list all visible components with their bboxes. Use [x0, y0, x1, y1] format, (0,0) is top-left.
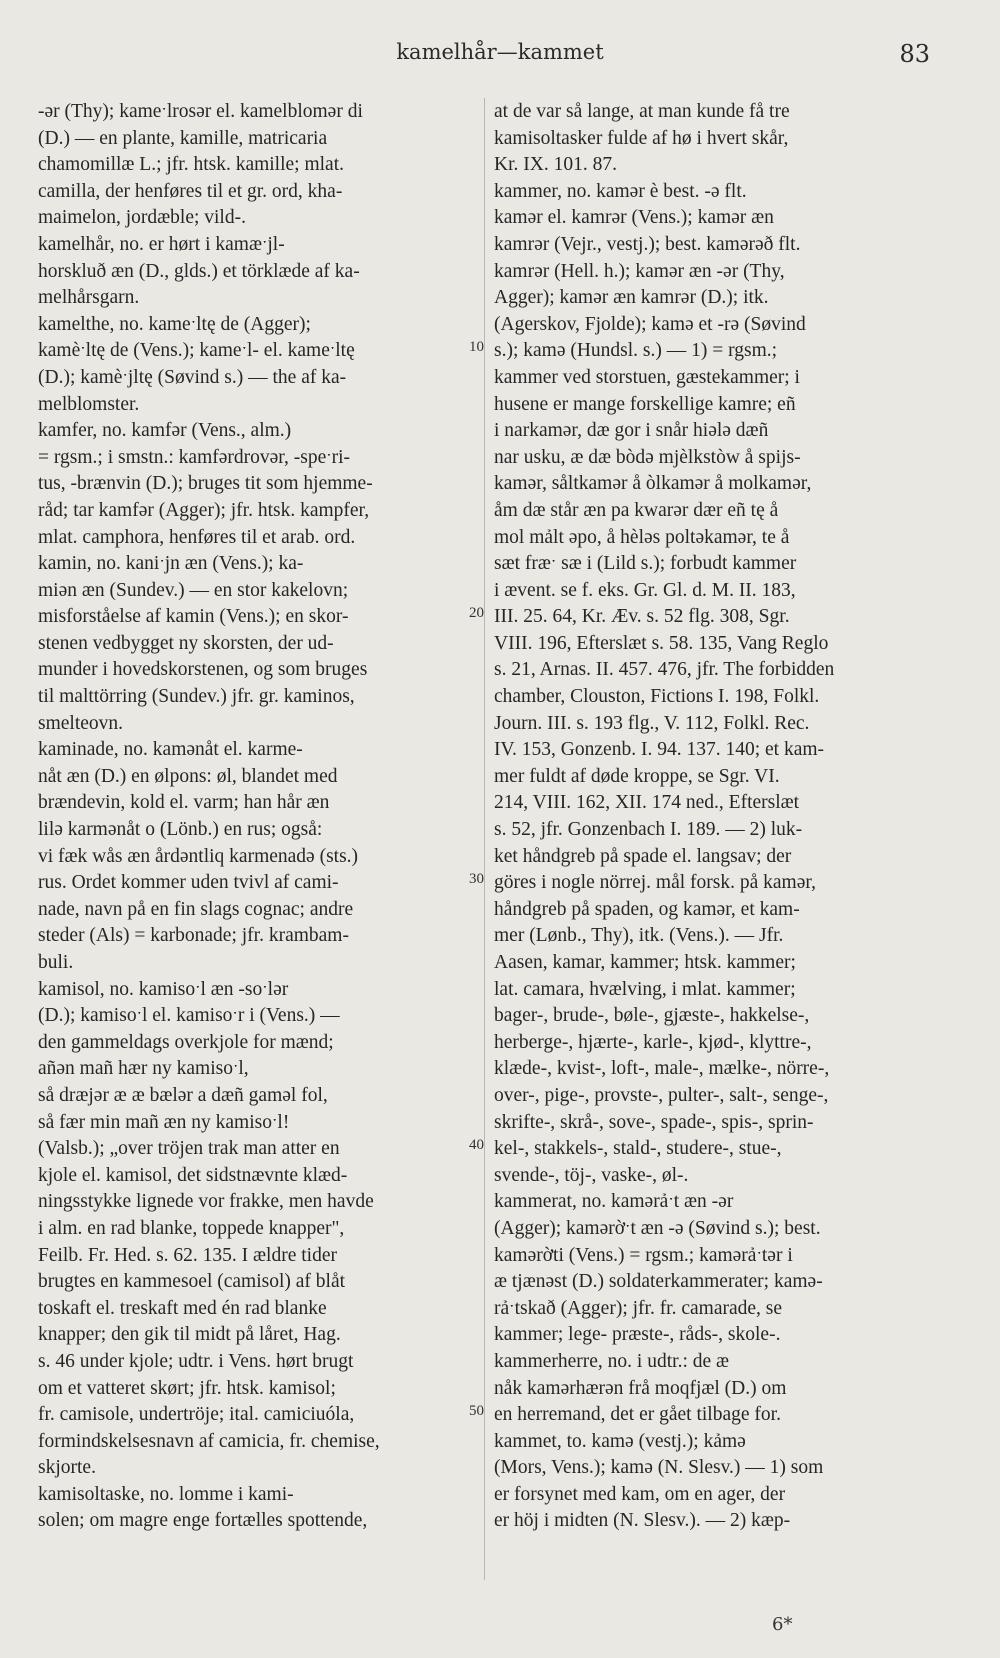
text-line: Feilb. Fr. Hed. s. 62. 135. I ældre tider [38, 1244, 337, 1266]
text-line: mol mảlt əpo, å hèləs poltəkamər, te å [494, 526, 790, 548]
text-line: chamber, Clouston, Fictions I. 198, Folkl. [494, 686, 820, 708]
text-line: kamrər (Vejr., vestj.); best. kamərəð flt. [494, 233, 801, 255]
text-line: (Agerskov, Fjolde); kamə et -rə (Søvind [494, 313, 806, 335]
text-line: misforståelse af kamin (Vens.); en skor- [38, 606, 349, 628]
text-line: (Mors, Vens.); kamə (N. Slesv.) — 1) som [494, 1457, 824, 1479]
text-line: kamfer, no. kamfər (Vens., alm.) [38, 420, 292, 442]
text-line: = rgsm.; i smstn.: kamfərdrovər, -speˑri- [38, 446, 351, 468]
text-line: miən æn (Sundev.) — en stor kakelovn; [38, 579, 349, 601]
text-line: er forsynet med kam, om en ager, der [494, 1483, 786, 1505]
text-line: lilə karmənåt o (Lönb.) en rus; også: [38, 819, 323, 841]
running-head: kamelhår—kammet [396, 40, 604, 64]
text-line: åm dæ står æn pa kwarər dær eñ tę å [494, 499, 779, 521]
text-line: kaminade, no. kamənåt el. karme- [38, 739, 303, 761]
text-line: formindskelsesnavn af camicia, fr. chemise, [38, 1430, 380, 1452]
text-line: kamərờti (Vens.) = rgsm.; kamərảˑtər i [494, 1244, 793, 1266]
margin-line-number: 30 [469, 871, 484, 887]
text-line: til malttörring (Sundev.) jfr. gr. kaminos, [38, 686, 355, 708]
left-column [38, 99, 485, 1535]
text-line: melblomster. [38, 393, 140, 415]
text-line: brændevin, kold el. varm; han hår æn [38, 792, 330, 814]
text-line: chamomillæ L.; jfr. htsk. kamille; mlat. [38, 154, 345, 176]
text-line: kamər el. kamrər (Vens.); kamər æn [494, 207, 774, 229]
text-line: s. 46 under kjole; udtr. i Vens. hørt brugt [38, 1350, 354, 1372]
text-line: Aasen, kamar, kammer; htsk. kammer; [494, 952, 796, 973]
text-line: brugtes en kammesoel (camisol) af blåt [38, 1271, 346, 1293]
text-line: s. 52, jfr. Gonzenbach I. 189. — 2) luk- [494, 819, 803, 841]
text-line: kammet, to. kamə (vestj.); kảmə [494, 1430, 746, 1452]
text-line: solen; om magre enge fortælles spottende, [38, 1510, 368, 1532]
text-line: æ tjænəst (D.) soldaterkammerater; kamə- [494, 1271, 823, 1293]
text-line: over-, pige-, provste-, pulter-, salt-, senge-, [494, 1084, 829, 1106]
text-line: VIII. 196, Efterslæt s. 58. 135, Vang Reglo [494, 632, 829, 654]
text-line: i alm. en rad blanke, toppede knapper", [38, 1217, 345, 1239]
text-line: ningsstykke lignede vor frakke, men havde [38, 1191, 374, 1213]
text-line: tus, -brænvin (D.); bruges tit som hjemme- [38, 473, 373, 495]
text-line: maimelon, jordæble; vild-. [38, 207, 246, 229]
text-line: horskluð æn (D., glds.) et törklæde af ka- [38, 260, 360, 282]
text-line: -ər (Thy); kameˑlrosər el. kamelblomər di [38, 101, 363, 122]
text-line: kamər, såltkamər å òlkamər å molkamər, [494, 473, 812, 495]
text-line: at de var så lange, at man kunde få tre [494, 101, 790, 122]
text-line: om et vatteret skørt; jfr. htsk. kamisol; [38, 1377, 336, 1399]
text-line: (D.); kamèˑjltę (Søvind s.) — the af ka- [38, 366, 347, 388]
text-line: skjorte. [38, 1457, 96, 1479]
text-line: III. 25. 64, Kr. Æv. s. 52 flg. 308, Sgr. [494, 606, 790, 628]
text-line: Journ. III. s. 193 flg., V. 112, Folkl. Rec. [494, 712, 810, 734]
text-line: toskaft el. treskaft med én rad blanke [38, 1297, 327, 1319]
text-line: 214, VIII. 162, XII. 174 ned., Efterslæt [494, 792, 800, 814]
text-line: Kr. IX. 101. 87. [494, 154, 617, 176]
text-line: kammerat, no. kamərảˑt æn -ər [494, 1191, 734, 1213]
text-line: smelteovn. [38, 712, 124, 734]
text-line: nåk kamərhærən frå moqfjæl (D.) om [494, 1377, 787, 1399]
text-line: bager-, brude-, bøle-, gjæste-, hakkelse-, [494, 1005, 810, 1027]
text-line: så fær min mañ æn ny kamisoˑl! [38, 1111, 290, 1133]
text-line: så dræjər æ æ bælər a dæñ gaməl fol, [38, 1084, 328, 1106]
text-line: steder (Als) = karbonade; jfr. krambam- [38, 925, 349, 947]
text-line: rảˑtskað (Agger); jfr. fr. camarade, se [494, 1297, 783, 1319]
column-divider [484, 98, 485, 1580]
text-line: kamin, no. kaniˑjn æn (Vens.); ka- [38, 553, 304, 575]
text-line: kamisoltaske, no. lomme i kami- [38, 1483, 294, 1505]
text-line: nåt æn (D.) en ølpons: øl, blandet med [38, 765, 338, 787]
text-line: göres i nogle nörrej. mål forsk. på kamər, [494, 872, 816, 894]
text-line: añən mañ hær ny kamisoˑl, [38, 1058, 249, 1080]
text-line: fr. camisole, undertröje; ital. camiciuóla, [38, 1404, 355, 1426]
text-line: mer fuldt af døde kroppe, se Sgr. VI. [494, 765, 780, 787]
text-line: IV. 153, Gonzenb. I. 94. 137. 140; et kam- [494, 739, 825, 761]
text-line: rus. Ordet kommer uden tvivl af cami- [38, 872, 339, 894]
text-line: kel-, stakkels-, stald-, studere-, stue-, [494, 1138, 782, 1160]
text-line: s. 21, Arnas. II. 457. 476, jfr. The forbidden [494, 659, 835, 681]
signature-mark: 6* [772, 1614, 793, 1635]
text-line: munder i hovedskorstenen, og som bruges [38, 659, 368, 681]
margin-line-number: 40 [469, 1137, 484, 1153]
text-line: mer (Lønb., Thy), itk. (Vens.). — Jfr. [494, 925, 784, 947]
text-line: nade, navn på en fin slags cognac; andre [38, 898, 354, 920]
page-number: 83 [899, 40, 930, 68]
text-line: kjole el. kamisol, det sidstnævnte klæd- [38, 1164, 348, 1186]
text-line: kammerherre, no. i udtr.: de æ [494, 1350, 730, 1372]
text-line: melhårsgarn. [38, 287, 140, 309]
margin-line-number: 20 [469, 605, 484, 621]
text-line: i ævent. se f. eks. Gr. Gl. d. M. II. 183, [494, 579, 796, 601]
text-line: stenen vedbygget ny skorsten, der ud- [38, 632, 334, 654]
text-line: skrifte-, skrå-, sove-, spade-, spis-, sprin- [494, 1111, 814, 1133]
text-line: den gammeldags overkjole for mænd; [38, 1031, 334, 1053]
margin-line-number: 10 [469, 339, 484, 355]
text-line: vi fæk wås æn årdəntliq karmenadə (sts.) [38, 845, 359, 867]
text-line: klæde-, kvist-, loft-, male-, mælke-, nörre-, [494, 1058, 830, 1080]
text-line: kammer, no. kamər è best. -ə flt. [494, 180, 747, 202]
text-line: kammer ved storstuen, gæstekammer; i [494, 366, 800, 388]
text-line: håndgreb på spaden, og kamər, et kam- [494, 898, 800, 920]
text-line: knapper; den gik til midt på låret, Hag. [38, 1324, 341, 1346]
text-line: camilla, der henføres til et gr. ord, kha- [38, 180, 343, 202]
text-line: ket håndgreb på spade el. langsav; der [494, 845, 792, 867]
text-line: råd; tar kamfər (Agger); jfr. htsk. kampfer, [38, 499, 370, 521]
text-line: herberge-, hjærte-, karle-, kjød-, klyttre-, [494, 1031, 812, 1053]
text-line: nar usku, æ dæ bòdə mjèlkstòw å spijs- [494, 446, 801, 468]
text-line: (Valsb.); „over tröjen trak man atter en [38, 1138, 340, 1160]
text-line: Agger); kamər æn kamrər (D.); itk. [494, 287, 769, 309]
text-line: kamèˑltę de (Vens.); kameˑl- el. kameˑltę [38, 340, 355, 362]
text-line: er höj i midten (N. Slesv.). — 2) kæp- [494, 1510, 791, 1532]
text-line: mlat. camphora, henføres til et arab. ord. [38, 526, 356, 548]
text-line: kamisoltasker fulde af hø i hvert skår, [494, 127, 789, 149]
text-line: kamisol, no. kamisoˑl æn -soˑlər [38, 978, 289, 1000]
text-line: en herremand, det er gået tilbage for. [494, 1404, 781, 1426]
text-line: buli. [38, 952, 74, 973]
margin-line-number: 50 [469, 1403, 484, 1419]
right-column [494, 99, 938, 1535]
text-line: s.); kamə (Hundsl. s.) — 1) = rgsm.; [494, 340, 778, 362]
text-line: kammer; lege- præste-, råds-, skole-. [494, 1324, 781, 1346]
text-line: kamelthe, no. kameˑltę de (Agger); [38, 313, 311, 335]
text-line: sæt fræˑ sæ i (Lild s.); forbudt kammer [494, 553, 797, 575]
text-line: (D.) — en plante, kamille, matricaria [38, 127, 328, 149]
text-line: kamelhår, no. er hørt i kamæˑjl- [38, 233, 285, 255]
text-line: lat. camara, hvælving, i mlat. kammer; [494, 978, 796, 1000]
text-line: (D.); kamisoˑl el. kamisoˑr i (Vens.) — [38, 1005, 340, 1027]
text-line: (Agger); kamərờˑt æn -ə (Søvind s.); best. [494, 1217, 821, 1239]
text-line: kamrər (Hell. h.); kamər æn -ər (Thy, [494, 260, 785, 282]
text-line: i narkamər, dæ gor i snår hiələ dæñ [494, 420, 769, 442]
text-line: svende-, töj-, vaske-, øl-. [494, 1164, 689, 1186]
text-line: husene er mange forskellige kamre; eñ [494, 393, 796, 415]
